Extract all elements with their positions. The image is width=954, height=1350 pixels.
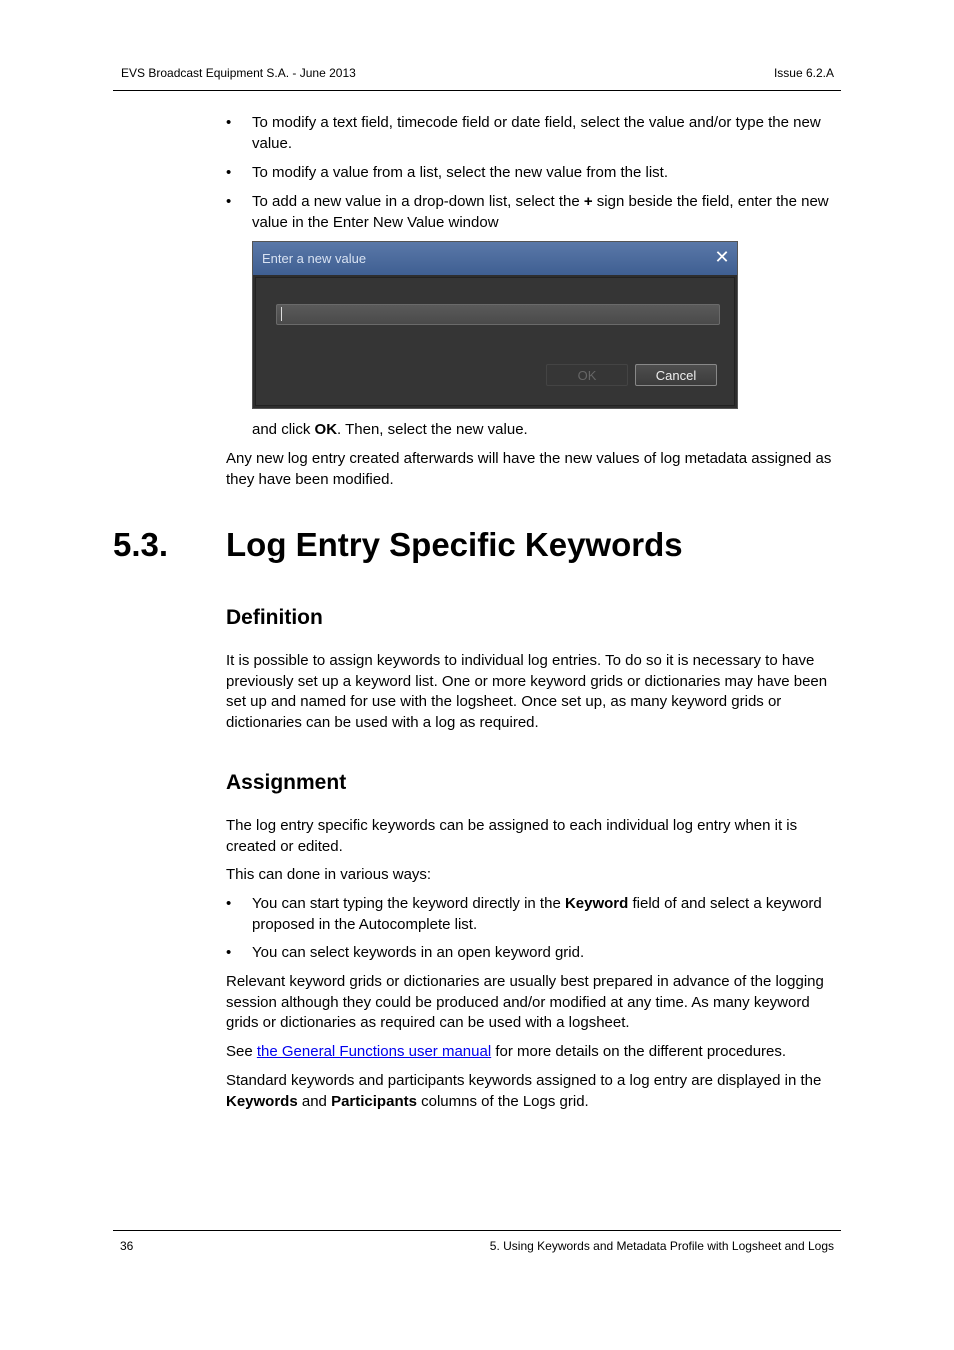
bullet-text: To modify a value from a list, select the new value from the list. xyxy=(252,164,669,181)
definition-heading: Definition xyxy=(226,606,323,629)
close-icon[interactable]: ✕ xyxy=(714,247,730,267)
see-manual-paragraph: See the General Functions user manual for more details on the different procedures. xyxy=(226,1043,787,1060)
header-right: Issue 6.2.A xyxy=(773,66,834,80)
dialog-title: Enter a new value xyxy=(262,251,367,266)
footer-chapter: 5. Using Keywords and Metadata Profile with Logsheet and Logs xyxy=(489,1239,834,1253)
section-number: 5.3. xyxy=(113,526,169,563)
bullet-text: To add a new value in a drop-down list, select the + sign beside the field, enter the new value in the Enter New Value window xyxy=(252,193,829,231)
text-caret xyxy=(281,307,282,321)
page-footer xyxy=(113,1230,841,1255)
bullet-mark: • xyxy=(226,114,232,131)
dialog-title-bar xyxy=(253,242,737,275)
dialog-body xyxy=(255,277,735,406)
page-number: 36 xyxy=(120,1239,134,1253)
assignment-p1: The log entry specific keywords can be assigned to each individual log entry when it is created or edited. xyxy=(226,817,798,855)
bullet-mark: • xyxy=(226,193,232,210)
ok-button[interactable]: OK xyxy=(546,364,628,386)
bullet-mark: • xyxy=(226,164,232,181)
bullet-text: To modify a text field, timecode field or date field, select the value and/or type the new value. xyxy=(252,114,821,152)
after-dialog-text: and click OK. Then, select the new value. xyxy=(252,421,528,438)
assignment-p3: Relevant keyword grids or dictionaries are usually best prepared in advance of the logging session although they could be produced and/or modified at any time. As many keyword grids or dictionaries as required can be used with a logsheet. xyxy=(226,973,824,1031)
page-header xyxy=(113,66,841,91)
cancel-button[interactable]: Cancel xyxy=(635,364,717,386)
definition-text: It is possible to assign keywords to individual log entries. To do so it is necessary to have previously set up a keyword list. One or more keyword grids or dictionaries may have been set up and named for use with the logsheet. Once set up, as many keyword grids or dictionaries can be used with a log as required. xyxy=(226,652,828,731)
bullet-text: You can select keywords in an open keyword grid. xyxy=(252,944,585,961)
intro-paragraph: Any new log entry created afterwards will have the new values of log metadata assigned as they have been modified. xyxy=(226,450,832,488)
general-functions-link[interactable]: the General Functions user manual xyxy=(256,1043,492,1060)
bullet-mark: • xyxy=(226,895,232,912)
header-left: EVS Broadcast Equipment S.A. - June 2013 xyxy=(121,66,356,80)
bullet-mark: • xyxy=(226,944,232,961)
assignment-p2: This can done in various ways: xyxy=(226,866,432,883)
enter-value-dialog xyxy=(252,241,738,409)
assignment-heading: Assignment xyxy=(226,771,347,794)
new-value-input[interactable] xyxy=(276,304,720,325)
assignment-p5: Standard keywords and participants keywords assigned to a log entry are displayed in the Keywords and Participants columns of the Logs grid. xyxy=(226,1072,822,1110)
section-title: Log Entry Specific Keywords xyxy=(226,526,683,563)
bullet-text: You can start typing the keyword directly in the Keyword field of and select a keyword proposed in the Autocomplete list. xyxy=(252,895,822,933)
